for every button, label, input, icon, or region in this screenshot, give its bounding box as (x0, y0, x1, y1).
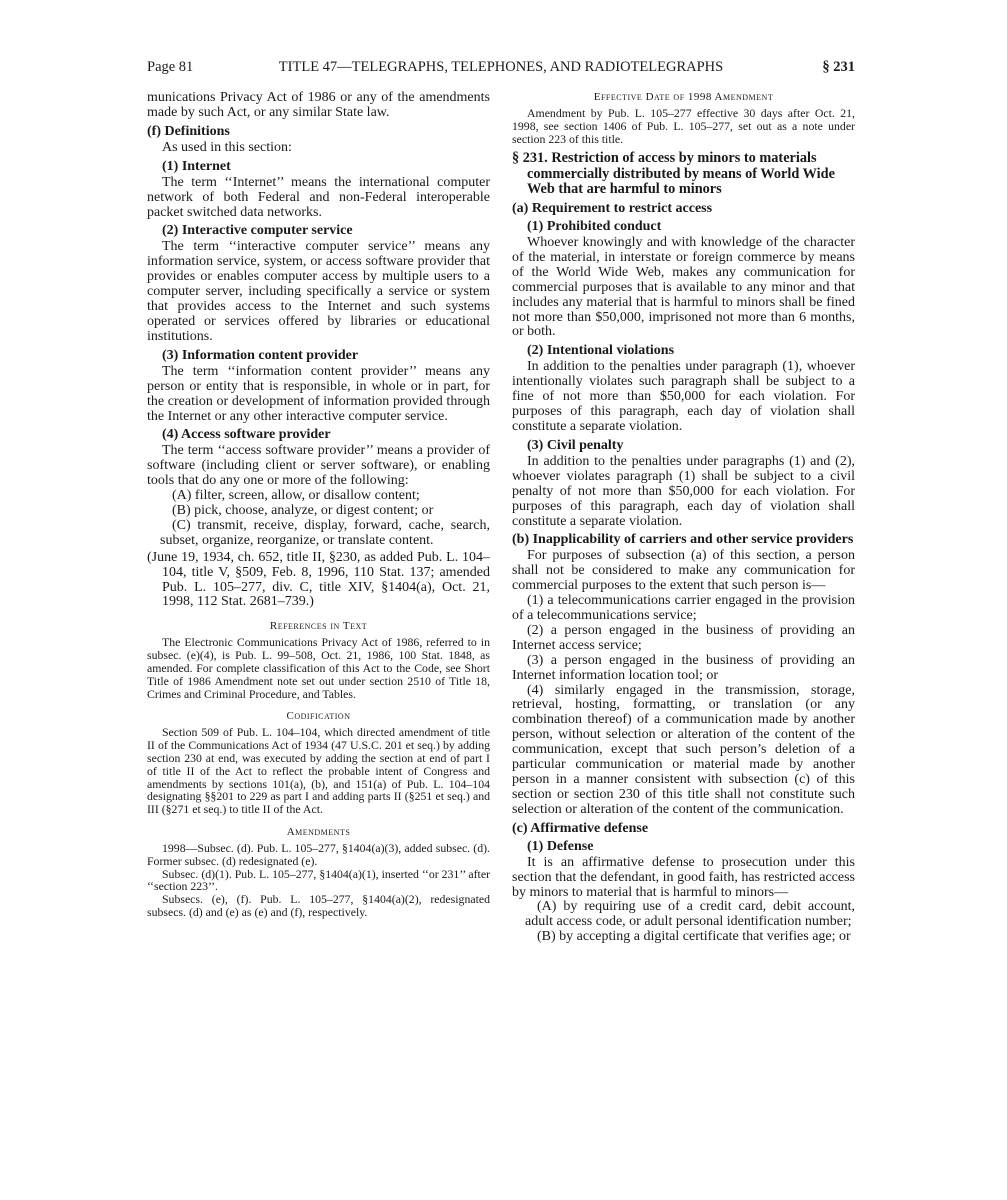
definition-1-text: The term ‘‘Internet’’ means the international computer network of both Federal and non-Federal interoperable packet switched data networks. (147, 174, 490, 220)
definition-2-heading: (2) Interactive computer service (162, 223, 353, 239)
source-citation: (June 19, 1934, ch. 652, title II, §230, as added Pub. L. 104–104, title V, §509, Feb. 8, 1996, 110 Stat. 137; amended Pub. L. 105–277, div. C, title XIV, §1404(a), Oct. 21, 1998, 112 Stat. 2681–739.) (147, 549, 490, 610)
definition-4-item-a: (A) filter, screen, allow, or disallow content; (172, 488, 420, 504)
codification-heading: Codification (286, 710, 351, 723)
subsection-a-heading: (a) Requirement to restrict access (512, 201, 713, 216)
paragraph-a2-heading: (2) Intentional violations (527, 343, 675, 359)
references-heading: References in Text (269, 620, 368, 633)
paragraph-c1-heading: (1) Defense (527, 838, 594, 854)
paragraph-a1-heading: (1) Prohibited conduct (527, 219, 662, 234)
subsection-f-heading: (f) Definitions (147, 123, 230, 139)
definition-3-text: The term ‘‘information content provider’’ means any person or entity that is responsible, in whole or in part, for the creation or development of information provided through the Internet or any other interactive computer service. (147, 363, 490, 424)
running-header (147, 59, 855, 79)
subsection-b-heading: (b) Inapplicability of carriers and other service providers (512, 532, 854, 548)
paragraph-c1-item-a: (A) by requiring use of a credit card, debit account, adult access code, or adult personal identification number; (525, 899, 855, 930)
subsection-b-text: For purposes of subsection (a) of this section, a person shall not be considered to make any communication for commercial purposes to the extent that such person is— (512, 548, 855, 594)
paragraph-a2-text: In addition to the penalties under paragraph (1), whoever intentionally violates such paragraph shall be subject to a fine of not more than $50,000 for each violation. For purposes of this paragraph, each day of violation shall constitute a separate violation. (512, 359, 855, 434)
page-number: Page 81 (147, 59, 194, 75)
right-column (512, 91, 855, 945)
amendment-note-3: Subsecs. (e), (f). Pub. L. 105–277, §1404(a)(2), redesignated subsecs. (d) and (e) as (e) and (f), respectively. (147, 892, 490, 919)
definition-4-item-b: (B) pick, choose, analyze, or digest content; or (172, 503, 434, 519)
definition-1-heading: (1) Internet (162, 158, 231, 174)
definition-2-text: The term ‘‘interactive computer service’’ means any information service, system, or access software provider that provides or enables computer access by multiple users to a computer server, including specifically a service or system that provides access to the Internet and such systems operated or services offered by libraries or educational institutions. (147, 239, 490, 344)
continued-paragraph: munications Privacy Act of 1986 or any of the amendments made by such Act, or any similar State law. (147, 90, 490, 120)
paragraph-a1-text: Whoever knowingly and with knowledge of the character of the material, in interstate or foreign commerce by means of the World Wide Web, makes any communication for commercial purposes that is available to any minor and that includes any material that is harmful to minors shall be fined not more than $50,000, imprisoned not more than 6 months, or both. (512, 235, 855, 340)
section-marker: § 231 (822, 59, 855, 75)
subsection-b-item-4: (4) similarly engaged in the transmission, storage, retrieval, hosting, formatting, or translation (or any combination thereof) of a communication made by another person, without selection or alteration of the content of the communication, except that such person’s deletion of a particular communication or material made by another person in a manner consistent with subsection (c) of this section or section 230 of this title shall not constitute such selection or alteration of the content of the communication. (512, 682, 855, 817)
codification-text: Section 509 of Pub. L. 104–104, which directed amendment of title II of the Communications Act of 1934 (47 U.S.C. 201 et seq.) by adding section 230 at end, was executed by adding the section at end of part I of title II of the Act to reflect the probable intent of Congress and amendments by sections 101(a), (b), and 151(a) of Pub. L. 104–104 designating §§201 to 229 as part I and adding parts II (§251 et seq.) and III (§271 et seq.) to title II of the Act. (147, 725, 490, 817)
amendment-note-2: Subsec. (d)(1). Pub. L. 105–277, §1404(a)(1), inserted ‘‘or 231’’ after ‘‘section 223’’. (147, 866, 490, 894)
definition-3-heading: (3) Information content provider (162, 347, 359, 363)
paragraph-c1-text: It is an affirmative defense to prosecution under this section that the defendant, in good faith, has restricted access by minors to material that is harmful to minors— (512, 854, 855, 900)
definition-4-item-c: (C) transmit, receive, display, forward, cache, search, subset, organize, reorganize, or translate content. (160, 517, 490, 548)
subsection-f-intro: As used in this section: (162, 139, 292, 155)
paragraph-a3-text: In addition to the penalties under paragraphs (1) and (2), whoever violates paragraph (1) shall be subject to a civil penalty of not more than $50,000 for each violation. For purposes of this paragraph, each day of violation shall constitute a separate violation. (512, 453, 855, 529)
subsection-b-item-2: (2) a person engaged in the business of providing an Internet access service; (512, 622, 855, 653)
title-heading: TITLE 47—TELEGRAPHS, TELEPHONES, AND RADIOTELEGRAPHS (278, 59, 724, 75)
references-text: The Electronic Communications Privacy Act of 1986, referred to in subsec. (e)(4), is Pub. L. 99–508, Oct. 21, 1986, 100 Stat. 1848, as amended. For complete classification of this Act to the Code, see Short Title of 1986 Amendment note set out under section 2510 of Title 18, Crimes and Criminal Procedure, and Tables. (147, 635, 490, 701)
amendments-heading: Amendments (286, 825, 351, 838)
left-column (147, 91, 490, 919)
definition-4-heading: (4) Access software provider (162, 427, 331, 443)
subsection-b-item-3: (3) a person engaged in the business of providing an Internet information location tool; or (512, 652, 855, 683)
paragraph-c1-item-b: (B) by accepting a digital certificate that verifies age; or (537, 929, 851, 945)
effective-date-heading: Effective Date of 1998 Amendment (593, 91, 774, 103)
subsection-b-item-1: (1) a telecommunications carrier engaged in the provision of a telecommunications service; (512, 593, 855, 624)
definition-4-text: The term ‘‘access software provider’’ means a provider of software (including client or server software), or enabling tools that do any one or more of the following: (147, 443, 490, 489)
subsection-c-heading: (c) Affirmative defense (512, 820, 649, 836)
paragraph-a3-heading: (3) Civil penalty (527, 437, 624, 453)
section-231-heading: § 231. Restriction of access by minors to materials commercially distributed by means of World Wide Web that are harmful to minors (512, 150, 835, 197)
effective-date-text: Amendment by Pub. L. 105–277 effective 30 days after Oct. 21, 1998, see section 1406 of Pub. L. 105–277, set out as a note under section 223 of this title. (512, 106, 855, 146)
amendment-note-1: 1998—Subsec. (d). Pub. L. 105–277, §1404(a)(3), added subsec. (d). Former subsec. (d) redesignated (e). (147, 840, 490, 868)
